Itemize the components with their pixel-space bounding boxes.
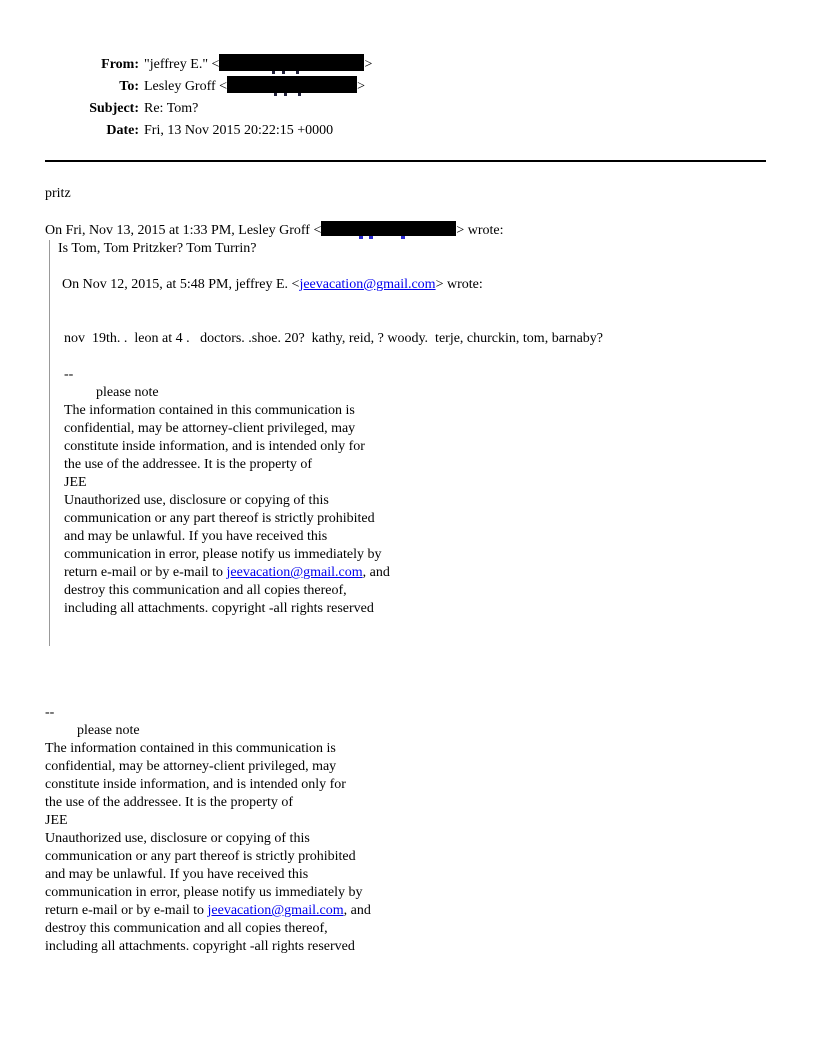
header-value-from [139, 54, 372, 76]
email-link[interactable]: jeevacation@gmail.com [207, 903, 344, 918]
header-label-date: Date: [106, 123, 139, 138]
disclaimer-link-line [45, 902, 766, 920]
quote-question: Is Tom, Tom Pritzker? Tom Turrin? [58, 241, 257, 256]
inner-quote [62, 276, 766, 636]
header-label-subject: Subject: [89, 101, 139, 116]
header-value-to [139, 76, 365, 98]
quoted-message-block [64, 330, 766, 636]
disclaimer-line: JEE [64, 475, 87, 490]
from-display-name: "jeffrey E." < [144, 57, 220, 72]
header-row-to [45, 76, 766, 98]
header-label-to: To: [119, 79, 139, 94]
header-row-subject [45, 98, 766, 120]
disclaimer-line: communication in error, please notify us immediately by [45, 885, 363, 900]
disclaimer-line: and may be unlawful. If you have received this [45, 867, 309, 882]
disclaimer-link-suffix: , and [362, 565, 390, 580]
redaction-bar-from-email [219, 54, 364, 71]
disclaimer-line: Unauthorized use, disclosure or copying of this [45, 831, 310, 846]
disclaimer-line: destroy this communication and all copies thereof, [64, 583, 347, 598]
disclaimer-line: Unauthorized use, disclosure or copying of this [64, 493, 329, 508]
disclaimer-line: communication or any part thereof is strictly prohibited [64, 511, 375, 526]
header-label-from: From: [101, 57, 139, 72]
blank-line [58, 258, 766, 276]
quoted-signature [64, 366, 766, 618]
disclaimer-line: constitute inside information, and is intended only for [45, 777, 346, 792]
signature-dashes: -- [45, 705, 55, 720]
blank-line [45, 203, 766, 221]
inner-attribution-suffix: > wrote: [435, 277, 483, 292]
disclaimer-line: confidential, may be attorney-client privileged, may [45, 759, 337, 774]
inner-attribution-text: On Nov 12, 2015, at 5:48 PM, jeffrey E. < [62, 277, 300, 292]
disclaimer-line: confidential, may be attorney-client privileged, may [64, 421, 356, 436]
reply-attribution-suffix: > wrote: [456, 223, 504, 238]
disclaimer-line: including all attachments. copyright -all rights reserved [64, 601, 374, 616]
disclaimer-line: communication in error, please notify us immediately by [64, 547, 382, 562]
disclaimer-line: and may be unlawful. If you have received this [64, 529, 328, 544]
body-intro: pritz [45, 186, 71, 201]
header-row-date [45, 120, 766, 142]
email-header [45, 54, 766, 142]
header-row-from [45, 54, 766, 76]
signature-note: please note [96, 385, 159, 400]
disclaimer-link-line [64, 564, 766, 582]
header-divider [45, 160, 766, 162]
from-angle-close: > [364, 57, 373, 72]
inner-attribution [62, 276, 766, 294]
signature-gap [45, 646, 766, 704]
signature-note: please note [77, 723, 140, 738]
header-value-subject: Re: Tom? [144, 101, 199, 116]
quoted-message: nov 19th. . leon at 4 . doctors. .shoe. 20? kathy, reid, ? woody. terje, churckin, tom, barnaby? [64, 331, 603, 346]
disclaimer-line: destroy this communication and all copies thereof, [45, 921, 328, 936]
blank-line [62, 294, 766, 312]
reply-attribution-text: On Fri, Nov 13, 2015 at 1:33 PM, Lesley Groff < [45, 223, 322, 238]
disclaimer-line: JEE [45, 813, 68, 828]
quote-block [49, 240, 766, 646]
signature-dashes: -- [64, 367, 74, 382]
blank-line [64, 348, 766, 366]
to-angle-close: > [357, 79, 365, 94]
blank-line [62, 312, 766, 330]
email-link[interactable]: jeevacation@gmail.com [299, 277, 436, 292]
disclaimer-line: including all attachments. copyright -all rights reserved [45, 939, 355, 954]
redaction-bar-to-email [227, 76, 357, 93]
disclaimer-line: The information contained in this communication is [64, 403, 355, 418]
redaction-bar-reply-email [321, 221, 456, 236]
disclaimer-line: the use of the addressee. It is the property of [64, 457, 313, 472]
disclaimer-line: constitute inside information, and is intended only for [64, 439, 365, 454]
email-body [45, 185, 766, 956]
disclaimer-link-prefix: return e-mail or by e-mail to [45, 903, 208, 918]
blank-line [64, 618, 766, 636]
email-link[interactable]: jeevacation@gmail.com [226, 565, 363, 580]
signature [45, 704, 766, 956]
disclaimer-line: The information contained in this communication is [45, 741, 336, 756]
disclaimer-line: the use of the addressee. It is the property of [45, 795, 294, 810]
reply-attribution [45, 221, 766, 240]
disclaimer-link-suffix: , and [343, 903, 371, 918]
to-display-name: Lesley Groff < [144, 79, 228, 94]
disclaimer-link-prefix: return e-mail or by e-mail to [64, 565, 227, 580]
disclaimer-line: communication or any part thereof is strictly prohibited [45, 849, 356, 864]
header-value-date: Fri, 13 Nov 2015 20:22:15 +0000 [144, 123, 334, 138]
